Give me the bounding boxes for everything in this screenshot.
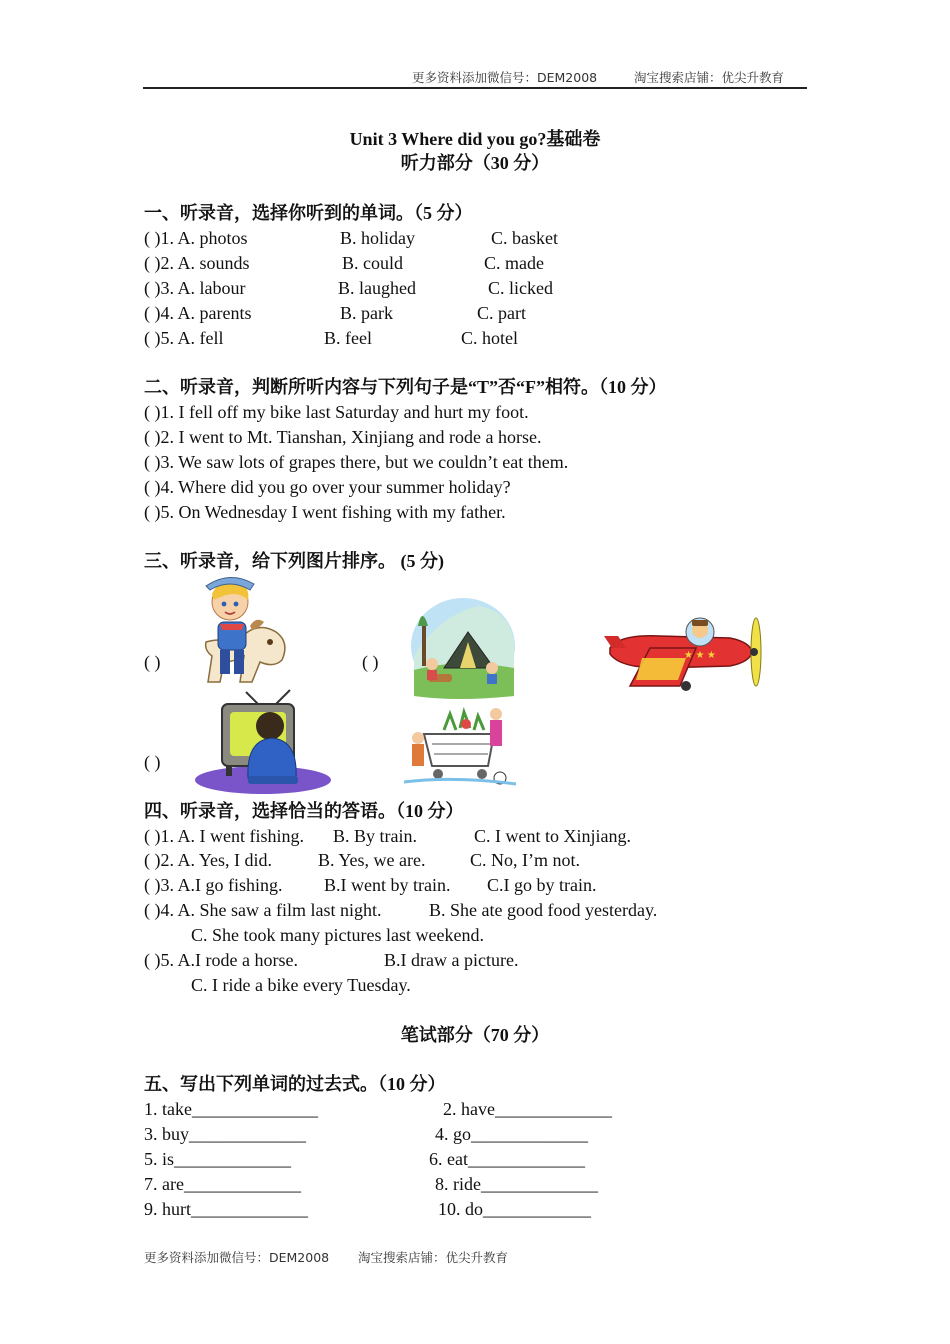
s4-q4-a: ( )4. A. She saw a film last night.	[144, 900, 382, 920]
picture-blank-2: ( )	[362, 652, 379, 672]
picture-blank-1: ( )	[144, 652, 161, 672]
s4-q5-c: C. I ride a bike every Tuesday.	[191, 975, 411, 995]
s4-q1-b: B. By train.	[333, 826, 417, 846]
header-wechat: 更多资料添加微信号：DEM2008	[412, 70, 598, 85]
s5-item-9: 9. hurt_____________	[144, 1199, 308, 1219]
s1-q5-c: C. hotel	[461, 328, 518, 348]
s5-item-3: 3. buy_____________	[144, 1124, 306, 1144]
page-title: Unit 3 Where did you go?基础卷	[349, 129, 601, 149]
s1-q2: ( )2. A. sounds	[144, 253, 250, 273]
s5-item-1: 1. take______________	[144, 1099, 318, 1119]
s4-q4-c: C. She took many pictures last weekend.	[191, 925, 484, 945]
s4-q3-b: B.I went by train.	[324, 875, 451, 895]
section1-title: 一、听录音，选择你听到的单词。（5 分）	[144, 203, 473, 223]
s4-q5-b: B.I draw a picture.	[384, 950, 519, 970]
s2-q2: ( )2. I went to Mt. Tianshan, Xinjiang and rode a horse.	[144, 427, 542, 447]
s4-q3-a: ( )3. A.I go fishing.	[144, 875, 283, 895]
s5-item-5: 5. is_____________	[144, 1149, 292, 1169]
red-airplane-picture	[600, 608, 772, 694]
s2-q3: ( )3. We saw lots of grapes there, but we couldn’t eat them.	[144, 452, 569, 472]
header-taobao: 淘宝搜索店铺：优尖升教育	[634, 70, 785, 85]
s5-item-7: 7. are_____________	[144, 1174, 301, 1194]
section5-title: 五、写出下列单词的过去式。（10 分）	[144, 1074, 446, 1094]
header-rule	[143, 87, 807, 89]
camping-tent-picture	[408, 596, 518, 702]
s1-q5-b: B. feel	[324, 328, 372, 348]
s1-q2-b: B. could	[342, 253, 403, 273]
svg-text:★ ★ ★: ★ ★ ★	[684, 650, 716, 661]
s5-item-8: 8. ride_____________	[435, 1174, 598, 1194]
s1-q4-b: B. park	[340, 303, 393, 323]
s1-q3-b: B. laughed	[338, 278, 416, 298]
section3-title: 三、听录音，给下列图片排序。 (5 分)	[144, 551, 444, 571]
s1-q3: ( )3. A. labour	[144, 278, 246, 298]
boy-riding-horse-picture	[190, 572, 294, 684]
s4-q1-a: ( )1. A. I went fishing.	[144, 826, 304, 846]
s4-q2-b: B. Yes, we are.	[318, 850, 426, 870]
child-watching-tv-picture	[192, 682, 334, 796]
s5-item-2: 2. have_____________	[443, 1099, 612, 1119]
listening-title: 听力部分（30 分）	[400, 153, 550, 173]
s2-q5: ( )5. On Wednesday I went fishing with my father.	[144, 502, 506, 522]
s1-q4: ( )4. A. parents	[144, 303, 252, 323]
s4-q5-a: ( )5. A.I rode a horse.	[144, 950, 298, 970]
s4-q2-c: C. No, I’m not.	[470, 850, 580, 870]
s1-q4-c: C. part	[477, 303, 526, 323]
picture-blank-4: ( )	[144, 752, 161, 772]
s1-q1-b: B. holiday	[340, 228, 415, 248]
s4-q4-b: B. She ate good food yesterday.	[429, 900, 658, 920]
s1-q1: ( )1. A. photos	[144, 228, 248, 248]
section4-title: 四、听录音，选择恰当的答语。（10 分）	[144, 801, 464, 821]
s5-item-4: 4. go_____________	[435, 1124, 588, 1144]
s4-q2-a: ( )2. A. Yes, I did.	[144, 850, 273, 870]
s4-q1-c: C. I went to Xinjiang.	[474, 826, 631, 846]
footer-taobao: 淘宝搜索店铺：优尖升教育	[358, 1250, 509, 1265]
section2-title: 二、听录音，判断所听内容与下列句子是“T”否“F”相符。（10 分）	[144, 377, 667, 397]
family-shopping-picture	[404, 704, 516, 786]
s2-q1: ( )1. I fell off my bike last Saturday and hurt my foot.	[144, 402, 529, 422]
s2-q4: ( )4. Where did you go over your summer holiday?	[144, 477, 511, 497]
s1-q5: ( )5. A. fell	[144, 328, 224, 348]
s5-item-10: 10. do____________	[438, 1199, 591, 1219]
s1-q3-c: C. licked	[488, 278, 553, 298]
s1-q2-c: C. made	[484, 253, 544, 273]
footer-wechat: 更多资料添加微信号：DEM2008	[144, 1250, 330, 1265]
writing-title: 笔试部分（70 分）	[400, 1025, 550, 1045]
s4-q3-c: C.I go by train.	[487, 875, 597, 895]
s1-q1-c: C. basket	[491, 228, 558, 248]
s5-item-6: 6. eat_____________	[429, 1149, 585, 1169]
